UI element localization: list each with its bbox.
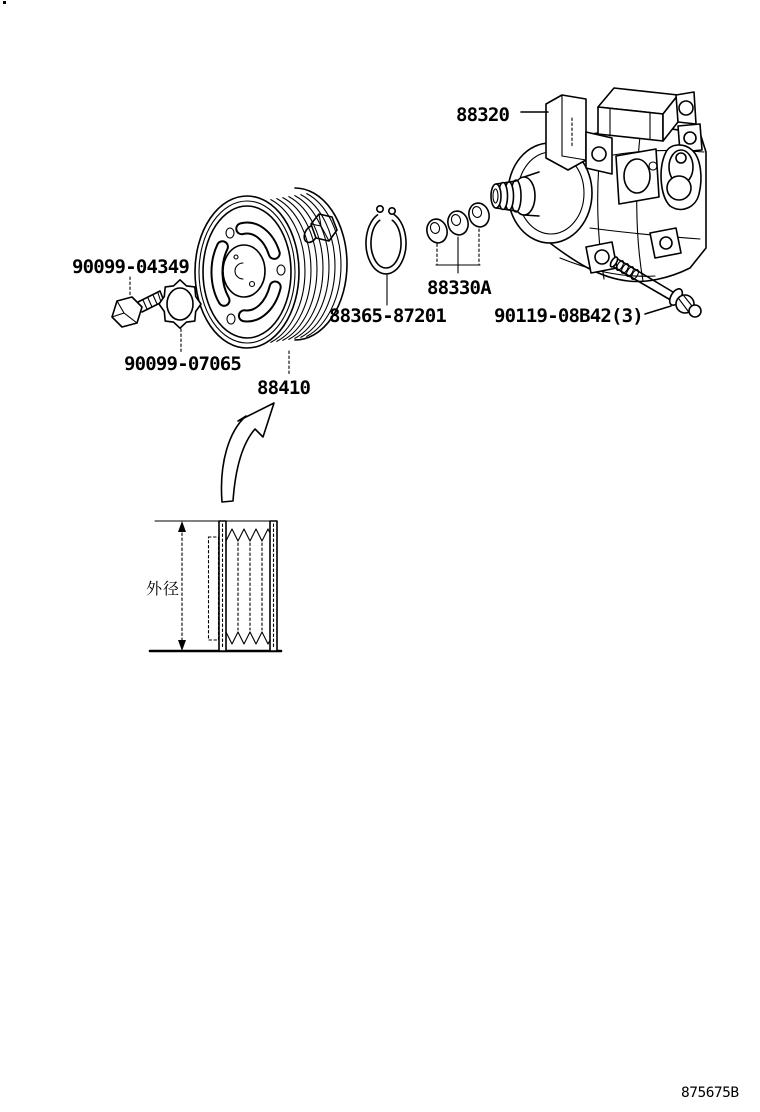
pulley-dimension-diagram bbox=[146, 521, 281, 651]
part-label-compressor: 88320 bbox=[456, 104, 510, 126]
outer-diameter-label: 外径 bbox=[146, 579, 181, 598]
wave-plate-drawing bbox=[159, 280, 201, 328]
pulley-bolt-drawing bbox=[112, 291, 164, 327]
snap-ring-drawing bbox=[366, 206, 406, 274]
reference-arrow bbox=[221, 403, 274, 502]
dimension-arrowhead-top bbox=[178, 521, 186, 532]
leader-90119-08B42 bbox=[645, 306, 671, 314]
part-label-washer-set: 88330A bbox=[427, 277, 491, 299]
clutch-pulley-drawing bbox=[195, 188, 347, 348]
compressor-assembly-drawing bbox=[491, 88, 706, 281]
part-label-stud-bolt: 90119-08B42(3) bbox=[494, 305, 643, 327]
part-label-wave-plate: 90099-07065 bbox=[124, 353, 242, 375]
part-label-clutch-pulley: 88410 bbox=[257, 377, 311, 399]
dimension-arrowhead-bottom bbox=[178, 640, 186, 651]
part-label-pulley-bolt: 90099-04349 bbox=[72, 256, 190, 278]
part-label-snap-ring: 88365-87201 bbox=[329, 305, 447, 327]
figure-code: 875675B bbox=[681, 1085, 739, 1101]
print-artifact-dot bbox=[3, 1, 6, 4]
